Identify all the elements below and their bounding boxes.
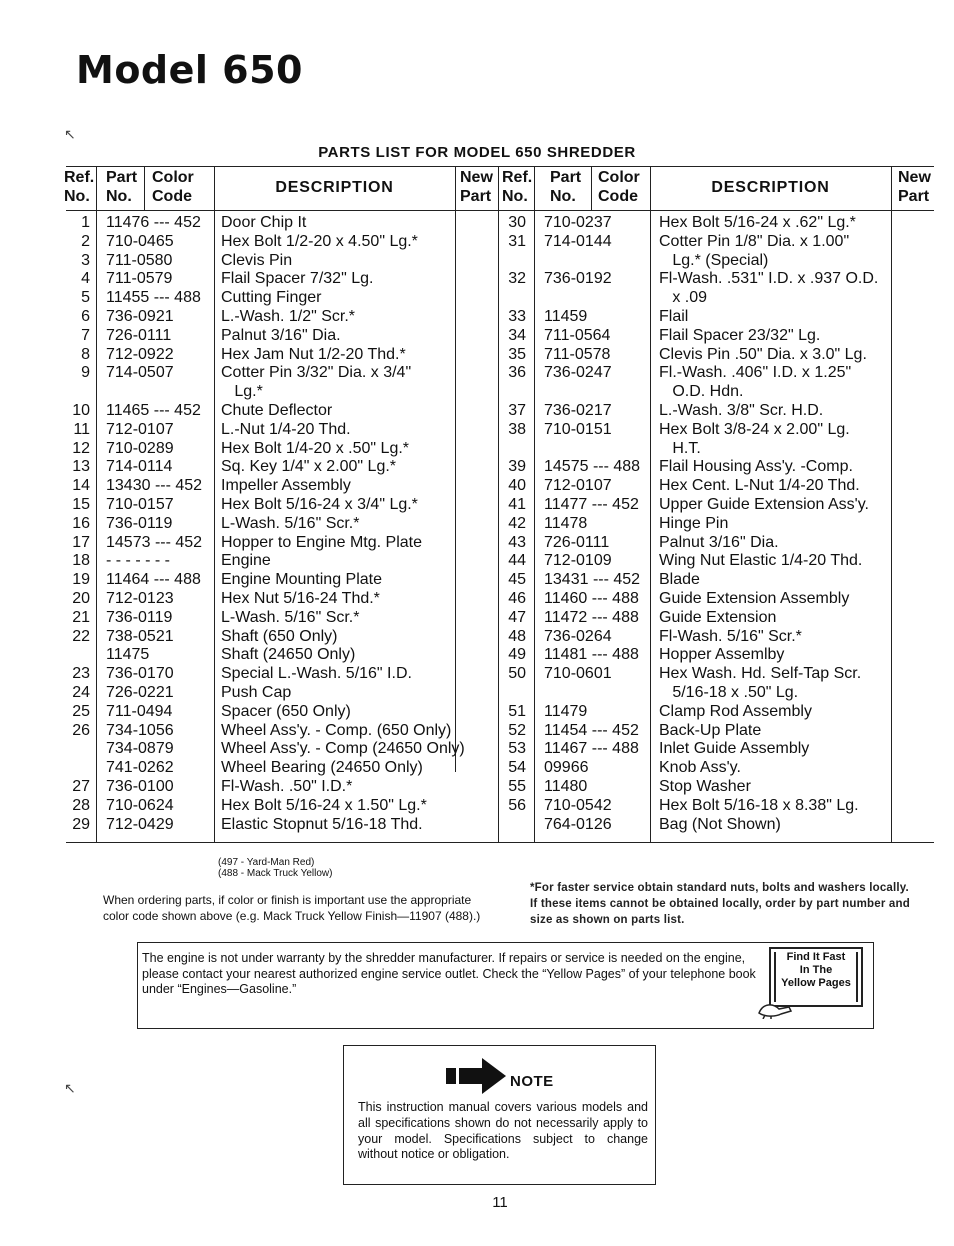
table-row	[66, 609, 934, 628]
ref-number: 29	[72, 815, 90, 833]
ref-number: 53	[508, 740, 526, 758]
part-description: L.-Wash. 1/2" Scr.*	[221, 308, 356, 325]
part-description: Wheel Ass'y. - Comp (24650 Only)	[221, 740, 465, 758]
ref-number: 54	[508, 759, 526, 777]
part-description: Flail Spacer 23/32" Lg.	[659, 326, 821, 344]
part-number: 11460 --- 488	[544, 590, 639, 607]
table-row	[66, 646, 934, 665]
table-row	[66, 346, 934, 365]
header-color-code-right: Color Code	[598, 169, 640, 205]
part-description: Hex Bolt 5/16-24 x .62" Lg.*	[659, 214, 856, 231]
table-row	[66, 252, 934, 271]
part-description: Inlet Guide Assembly	[659, 740, 810, 758]
part-description: Hex Bolt 5/16-24 x 3/4" Lg.*	[221, 496, 418, 513]
header-ref-no-right: Ref. No.	[502, 169, 533, 205]
ref-number: 28	[72, 796, 90, 814]
table-title: PARTS LIST FOR MODEL 650 SHREDDER	[318, 144, 636, 161]
part-description: Knob Ass'y.	[659, 759, 741, 777]
part-description: Blade	[659, 571, 700, 589]
part-description: Cutting Finger	[221, 289, 322, 307]
part-description: Clevis Pin	[221, 251, 293, 269]
ref-number: 6	[81, 308, 90, 325]
table-row	[66, 364, 934, 383]
note-box	[343, 1045, 656, 1185]
part-description: Fl-Wash. 5/16" Scr.*	[659, 627, 802, 645]
part-description: Palnut 3/16" Dia.	[221, 326, 341, 344]
part-number: 711-0564	[544, 326, 611, 344]
part-description: Hopper to Engine Mtg. Plate	[221, 533, 423, 551]
part-description: Hinge Pin	[659, 514, 729, 532]
part-number: 14573 --- 452	[106, 533, 203, 551]
part-number: 710-0151	[544, 420, 612, 438]
part-description: 5/16-18 x .50" Lg.	[659, 684, 799, 701]
ref-number: 51	[508, 702, 526, 720]
part-description: Engine Mounting Plate	[221, 571, 382, 589]
ordering-note: When ordering parts, if color or finish is important use the appropriate color code shown above (e.g. Mack Truck Yellow Finish—11907 (488).)	[103, 893, 481, 923]
part-description: Door Chip It	[221, 214, 307, 231]
ref-number: 43	[508, 533, 526, 551]
ref-number: 37	[508, 402, 526, 419]
table-row	[66, 233, 934, 252]
part-description: Cotter Pin 1/8" Dia. x 1.00"	[659, 232, 850, 250]
part-description: Clevis Pin .50" Dia. x 3.0" Lg.	[659, 345, 867, 363]
ref-number: 55	[508, 778, 526, 795]
table-row	[66, 421, 934, 440]
part-number: 711-0580	[106, 251, 173, 269]
table-row	[66, 496, 934, 515]
part-number: 14575 --- 488	[544, 458, 641, 476]
part-description: Guide Extension	[659, 608, 777, 626]
warranty-text: The engine is not under warranty by the shredder manufacturer. If repairs or service is needed on the engine, please contact your nearest authorized engine service outlet. Check the “Yellow Pages” of your telephone book under “Engines—Gasoline.”	[142, 951, 756, 996]
part-number: 736-0264	[544, 627, 612, 645]
note-text: This instruction manual covers various models and all specifications shown do not necessarily apply to your model. Specifications subject to change without notice or obligation.	[358, 1100, 648, 1162]
part-description: Hex Bolt 3/8-24 x 2.00" Lg.	[659, 420, 850, 438]
table-row	[66, 684, 934, 703]
ref-number: 13	[72, 458, 90, 476]
ref-number: 17	[72, 533, 90, 551]
table-row	[66, 816, 934, 835]
part-number: - - - - - - -	[106, 552, 170, 570]
part-description: L.-Wash. 3/8" Scr. H.D.	[659, 402, 824, 419]
table-row	[66, 628, 934, 647]
part-number: 710-0542	[544, 796, 612, 814]
part-description: Wing Nut Elastic 1/4-20 Thd.	[659, 552, 863, 570]
ref-number: 38	[508, 420, 526, 438]
table-row	[66, 402, 934, 421]
part-description: Hex Nut 5/16-24 Thd.*	[221, 590, 380, 607]
ref-number: 8	[81, 345, 90, 363]
ref-number: 48	[508, 627, 526, 645]
part-number: 11481 --- 488	[544, 646, 639, 664]
ref-number: 46	[508, 590, 526, 607]
part-number: 711-0579	[106, 270, 173, 288]
part-description: Flail Housing Ass'y. -Comp.	[659, 458, 853, 476]
ref-number: 47	[508, 608, 526, 626]
header-new-part: New Part	[460, 169, 493, 205]
badge-line: Yellow Pages	[781, 977, 851, 989]
table-row	[66, 778, 934, 797]
table-row	[66, 440, 934, 459]
part-description: Push Cap	[221, 684, 292, 701]
part-description: Wheel Bearing (24650 Only)	[221, 759, 423, 777]
ref-number: 20	[72, 590, 90, 607]
part-description: Lg.* (Special)	[659, 251, 769, 269]
part-number: 13431 --- 452	[544, 571, 641, 589]
part-number: 734-0879	[106, 740, 174, 758]
part-description: Wheel Ass'y. - Comp. (650 Only)	[221, 721, 452, 739]
ref-number: 14	[72, 477, 90, 495]
ref-number: 18	[72, 552, 90, 570]
part-number: 712-0429	[106, 815, 174, 833]
color-code-legend	[218, 857, 333, 879]
part-description: O.D. Hdn.	[659, 383, 744, 401]
part-description: Flail Spacer 7/32" Lg.	[221, 270, 374, 288]
part-number: 714-0114	[106, 458, 173, 476]
part-description: Guide Extension Assembly	[659, 590, 850, 607]
ref-number: 52	[508, 721, 526, 739]
header-ref-no: Ref. No.	[64, 169, 95, 205]
part-number: 736-0100	[106, 778, 174, 795]
part-description: Hopper Assemlby	[659, 646, 785, 664]
scan-mark: ↖	[64, 1080, 76, 1096]
table-row	[66, 703, 934, 722]
part-number: 734-1056	[106, 721, 174, 739]
part-number: 11459	[544, 308, 588, 325]
part-number: 13430 --- 452	[106, 477, 203, 495]
table-row	[66, 722, 934, 741]
ref-number: 9	[81, 364, 90, 382]
ref-number: 32	[508, 270, 526, 288]
ref-number: 12	[72, 439, 90, 457]
note-title: NOTE	[510, 1073, 554, 1090]
ref-number: 22	[72, 627, 90, 645]
part-description: Fl.-Wash. .406" I.D. x 1.25"	[659, 364, 852, 382]
ref-number: 34	[508, 326, 526, 344]
header-color-code: Color Code	[152, 169, 194, 205]
part-description: L.-Nut 1/4-20 Thd.	[221, 420, 351, 438]
part-description: Lg.*	[221, 383, 263, 401]
part-number: 712-0922	[106, 345, 174, 363]
table-row	[66, 571, 934, 590]
part-description: Hex Wash. Hd. Self-Tap Scr.	[659, 665, 862, 683]
ref-number: 42	[508, 514, 526, 532]
part-description: Fl-Wash. .531" I.D. x .937 O.D.	[659, 270, 879, 288]
header-description: DESCRIPTION	[275, 179, 394, 196]
part-description: Hex Jam Nut 1/2-20 Thd.*	[221, 345, 406, 363]
part-number: 11475	[106, 646, 150, 664]
part-description: Special L.-Wash. 5/16" I.D.	[221, 665, 412, 683]
ref-number: 35	[508, 345, 526, 363]
table-row	[66, 458, 934, 477]
part-description: Impeller Assembly	[221, 477, 351, 495]
part-number: 736-0119	[106, 608, 173, 626]
ref-number: 5	[81, 289, 90, 307]
ref-number: 4	[81, 270, 90, 288]
table-row	[66, 515, 934, 534]
part-description: Hex Bolt 1/2-20 x 4.50" Lg.*	[221, 232, 418, 250]
page-title: Model 650	[76, 48, 303, 92]
service-note: *For faster service obtain standard nuts, bolts and washers locally. If these items cannot be obtained locally, order by part number and size as shown on parts list.	[530, 882, 910, 926]
part-number: 726-0111	[544, 533, 610, 551]
ref-number: 7	[81, 326, 90, 344]
badge-line: Find It Fast	[786, 951, 846, 963]
part-description: L-Wash. 5/16" Scr.*	[221, 608, 360, 626]
ref-number: 27	[72, 778, 90, 795]
part-number: 736-0217	[544, 402, 612, 419]
table-row	[66, 759, 934, 778]
part-number: 710-0624	[106, 796, 174, 814]
part-number: 736-0921	[106, 308, 174, 325]
table-row	[66, 477, 934, 496]
ref-number: 44	[508, 552, 526, 570]
ref-number: 31	[508, 232, 526, 250]
part-number: 710-0157	[106, 496, 174, 513]
part-description: Bag (Not Shown)	[659, 815, 781, 833]
yellow-pages-badge	[769, 947, 863, 1007]
part-number: 736-0247	[544, 364, 612, 382]
part-description: Upper Guide Extension Ass'y.	[659, 496, 869, 513]
part-description: Back-Up Plate	[659, 721, 762, 739]
part-number: 714-0144	[544, 232, 612, 250]
ref-number: 19	[72, 571, 90, 589]
ref-number: 56	[508, 796, 526, 814]
part-description: Clamp Rod Assembly	[659, 702, 812, 720]
ref-number: 41	[508, 496, 526, 513]
ref-number: 50	[508, 665, 526, 683]
table-row	[66, 665, 934, 684]
part-number: 11479	[544, 702, 588, 720]
part-number: 11464 --- 488	[106, 571, 201, 589]
part-number: 741-0262	[106, 759, 174, 777]
part-number: 712-0107	[106, 420, 174, 438]
page-number: 11	[492, 1194, 508, 1211]
part-number: 710-0601	[544, 665, 612, 683]
ref-number: 10	[72, 402, 90, 419]
part-number: 736-0192	[544, 270, 612, 288]
header-part-no: Part No.	[106, 169, 138, 205]
ref-number: 11	[73, 420, 90, 438]
part-number: 11476 --- 452	[106, 214, 201, 231]
header-new-part-right: New Part	[898, 169, 931, 205]
part-number: 711-0578	[544, 345, 611, 363]
part-number: 726-0221	[106, 684, 174, 701]
part-number: 11467 --- 488	[544, 740, 639, 758]
table-row	[66, 270, 934, 289]
part-number: 09966	[544, 759, 589, 777]
table-row	[66, 214, 934, 233]
part-number: 11478	[544, 514, 588, 532]
part-number: 712-0107	[544, 477, 612, 495]
ref-number: 30	[508, 214, 526, 231]
part-description: Spacer (650 Only)	[221, 702, 351, 720]
ref-number: 33	[508, 308, 526, 325]
ref-number: 40	[508, 477, 526, 495]
table-row	[66, 590, 934, 609]
part-number: 11454 --- 452	[544, 721, 639, 739]
header-description-right: DESCRIPTION	[711, 179, 830, 196]
part-number: 736-0119	[106, 514, 173, 532]
table-row	[66, 740, 934, 759]
table-row	[66, 327, 934, 346]
part-description: Sq. Key 1/4" x 2.00" Lg.*	[221, 458, 397, 476]
part-description: Hex Bolt 5/16-18 x 8.38" Lg.	[659, 796, 859, 814]
part-description: Shaft (24650 Only)	[221, 646, 356, 664]
part-number: 710-0237	[544, 214, 612, 231]
table-row	[66, 383, 934, 402]
part-number: 738-0521	[106, 627, 174, 645]
header-part-no-right: Part No.	[550, 169, 582, 205]
table-row	[66, 552, 934, 571]
table-row	[66, 534, 934, 553]
part-number: 714-0507	[106, 364, 174, 382]
part-description: Hex Cent. L-Nut 1/4-20 Thd.	[659, 477, 860, 495]
ref-number: 3	[81, 251, 90, 269]
part-number: 11480	[544, 778, 588, 795]
part-description: L-Wash. 5/16" Scr.*	[221, 514, 360, 532]
part-description: Elastic Stopnut 5/16-18 Thd.	[221, 815, 423, 833]
part-number: 726-0111	[106, 326, 172, 344]
part-description: Palnut 3/16" Dia.	[659, 533, 779, 551]
ref-number: 39	[508, 458, 526, 476]
part-description: H.T.	[659, 439, 701, 457]
parts-table	[66, 166, 934, 844]
part-description: Cotter Pin 3/32" Dia. x 3/4"	[221, 364, 412, 382]
ref-number: 36	[508, 364, 526, 382]
table-row	[66, 797, 934, 816]
ref-number: 26	[72, 721, 90, 739]
part-description: Stop Washer	[659, 778, 751, 795]
arrow-right-icon	[446, 1056, 508, 1096]
part-number: 712-0109	[544, 552, 612, 570]
ref-number: 2	[81, 232, 90, 250]
part-number: 710-0289	[106, 439, 174, 457]
badge-line: In The	[799, 964, 833, 976]
table-row	[66, 308, 934, 327]
part-number: 711-0494	[106, 702, 173, 720]
part-number: 11455 --- 488	[106, 289, 201, 307]
ref-number: 23	[72, 665, 90, 683]
part-description: x .09	[659, 289, 708, 307]
ref-number: 21	[72, 608, 90, 626]
ref-number: 25	[72, 702, 90, 720]
part-number: 710-0465	[106, 232, 174, 250]
ref-number: 1	[81, 214, 90, 231]
part-description: Chute Deflector	[221, 402, 333, 419]
part-number: 764-0126	[544, 815, 612, 833]
ref-number: 45	[508, 571, 526, 589]
part-number: 11465 --- 452	[106, 402, 201, 419]
warranty-box	[137, 942, 874, 1029]
ref-number: 15	[72, 496, 90, 513]
part-number: 712-0123	[106, 590, 174, 607]
scan-mark: ↖	[64, 126, 76, 142]
part-description: Hex Bolt 5/16-24 x 1.50" Lg.*	[221, 796, 427, 814]
ref-number: 49	[508, 646, 526, 664]
legend-line: (488 - Mack Truck Yellow)	[218, 868, 333, 879]
ref-number: 24	[72, 684, 90, 701]
part-number: 11472 --- 488	[544, 608, 639, 626]
part-description: Shaft (650 Only)	[221, 627, 338, 645]
part-number: 736-0170	[106, 665, 174, 683]
part-description: Fl-Wash. .50" I.D.*	[221, 778, 353, 795]
ref-number: 16	[72, 514, 90, 532]
legend-line: (497 - Yard-Man Red)	[218, 857, 315, 868]
part-description: Hex Bolt 1/4-20 x .50" Lg.*	[221, 439, 410, 457]
part-number: 11477 --- 452	[544, 496, 639, 513]
part-description: Flail	[659, 308, 689, 325]
walking-fingers-icon	[755, 999, 795, 1019]
part-description: Engine	[221, 552, 271, 570]
table-row	[66, 289, 934, 308]
